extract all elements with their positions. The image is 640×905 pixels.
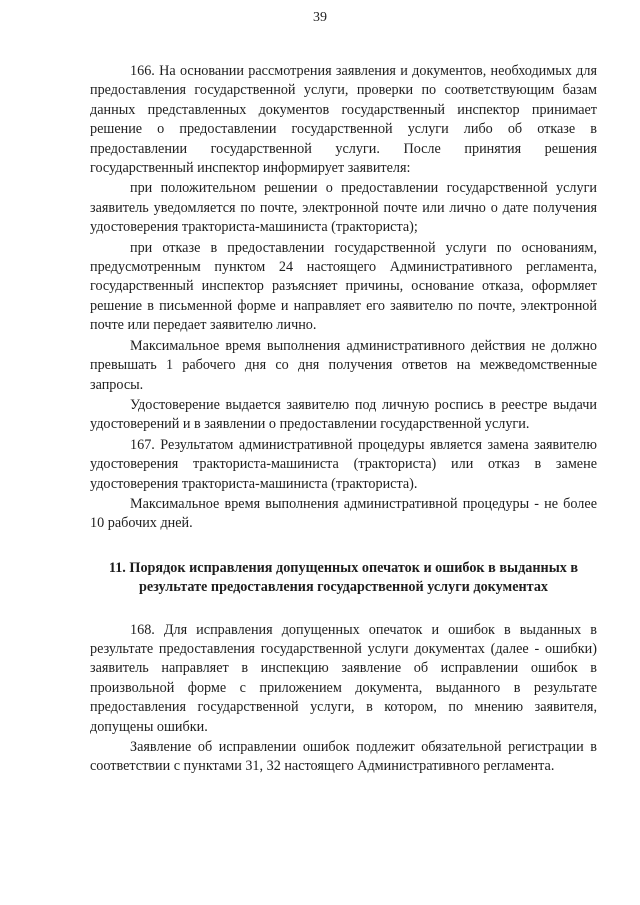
paragraph-registration: Заявление об исправлении ошибок подлежит обязательной регистрации в соответствии с пунктами 31, 32 настоящего Административного регламента. <box>90 739 597 775</box>
paragraph-refusal: при отказе в предоставлении государственной услуги по основаниям, предусмотренным пунктом 24 настоящего Административного регламента, государственный инспектор разъясняет причины, основание отказа, оформляет решение в письменной форме и направляет его заявителю по почте, электронной почте или передает заявителю лично. <box>90 239 597 334</box>
paragraph-max-time-action: Максимальное время выполнения административного действия не должно превышать 1 рабочего дня со дня получения ответов на межведомственные запросы. <box>90 337 597 393</box>
paragraph-max-time-procedure: Максимальное время выполнения административной процедуры - не более 10 рабочих дней. <box>90 495 597 532</box>
paragraph-positive-decision: при положительном решении о предоставлении государственной услуги заявитель уведомляется по почте, электронной почте или лично о дате получения удостоверения тракториста-машиниста (тракториста); <box>90 180 597 236</box>
paragraph-issuance: Удостоверение выдается заявителю под личную роспись в реестре выдачи удостоверений и в заявлении о предоставлении государственной услуги. <box>90 396 597 433</box>
paragraph-168: 168. Для исправления допущенных опечаток и ошибок в выданных в результате предоставления государственной услуги документах (далее - ошибки) заявитель направляет в инспекцию заявление об исправлении ошибок в произвольной форме с приложением документа, выданного в результате предоставления государственной услуги, в котором, по мнению заявителя, допущены ошибки. <box>90 621 597 735</box>
paragraph-166: 166. На основании рассмотрения заявления и документов, необходимых для предоставления государственной услуги, проверки по соответствующим базам данных представленных документов государственный инспектор принимает решение о предоставлении государственной услуги либо об отказе в предоставлении государственной услуги. После принятия решения государственный инспектор информирует заявителя: <box>90 63 597 177</box>
document-body <box>90 62 597 777</box>
section-heading: 11. Порядок исправления допущенных опечаток и ошибок в выданных в результате предоставления государственной услуги документах <box>108 559 579 596</box>
paragraph-167: 167. Результатом административной процедуры является замена заявителю удостоверения тракториста-машиниста (тракториста) или отказ в замене удостоверения тракториста-машиниста (тракториста). <box>90 436 597 492</box>
page-number: 39 <box>313 10 327 25</box>
